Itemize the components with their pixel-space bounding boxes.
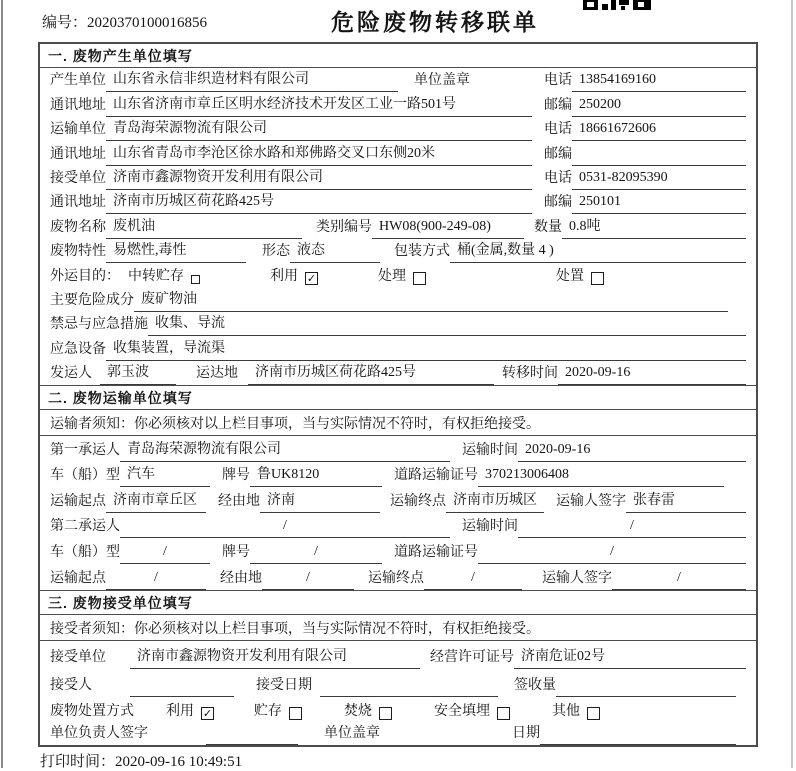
vehicle1-label: 车（船）型 xyxy=(50,468,120,484)
phone3-label: 电话 xyxy=(544,170,572,186)
carrier1-label: 第一承运人 xyxy=(50,442,120,458)
row-receiver xyxy=(40,166,756,190)
carrier2-value: / xyxy=(120,518,450,538)
phone1-label: 电话 xyxy=(544,73,572,89)
form-value: 液态 xyxy=(290,239,380,263)
pack-value: 桶(金属,数量 4 ) xyxy=(450,239,746,263)
row-route1 xyxy=(40,487,756,513)
zip1-value: 250200 xyxy=(572,97,746,117)
end2-label: 运输终点 xyxy=(368,570,424,586)
pack-label: 包装方式 xyxy=(394,244,450,260)
quantity-label: 数量 xyxy=(534,219,562,235)
receiver-label: 接受单位 xyxy=(50,170,106,186)
row-accept-unit xyxy=(40,641,756,669)
trait-value: 易燃性,毒性 xyxy=(106,239,246,263)
row-vehicle2 xyxy=(40,538,756,564)
waste-name-value: 废机油 xyxy=(106,215,302,239)
via2-value: / xyxy=(262,570,354,590)
chief-sign-label: 单位负责人签字 xyxy=(50,725,148,741)
sign-date-value xyxy=(540,741,736,745)
via1-label: 经由地 xyxy=(218,493,260,509)
zip3-value: 250101 xyxy=(572,194,746,214)
trait-label: 废物特性 xyxy=(50,244,106,260)
acceptor-value xyxy=(130,693,234,697)
row-waste-trait xyxy=(40,239,756,263)
permit-label: 经营许可证号 xyxy=(430,649,514,665)
addr1-value: 山东省济南市章丘区明水经济技术开发区工业一路501号 xyxy=(106,93,532,117)
category-value: HW08(900-249-08) xyxy=(372,219,524,239)
dest-label: 运达地 xyxy=(196,366,238,382)
acceptor-label: 接受人 xyxy=(50,677,92,693)
row-producer xyxy=(40,68,756,92)
zip3-label: 邮编 xyxy=(544,195,572,211)
road2-value: / xyxy=(478,544,746,564)
permit-value: 济南危证02号 xyxy=(514,645,746,669)
page-title: 危险废物转移联单 xyxy=(331,9,539,35)
sign-date-label: 日期 xyxy=(512,725,540,741)
print-time-value: 2020-09-16 10:49:51 xyxy=(115,754,243,770)
dest-value: 济南市历城区荷花路425号 xyxy=(248,361,494,385)
purpose-label: 外运目的： xyxy=(50,268,120,284)
serial-label: 编号： xyxy=(42,15,88,31)
window-right-edge xyxy=(791,0,793,768)
time1-label: 运输时间 xyxy=(462,442,518,458)
phone2-value: 18661672606 xyxy=(572,121,746,141)
carrier2-label: 第二承运人 xyxy=(50,519,120,535)
phone1-value: 13854169160 xyxy=(572,72,746,92)
disposal-option-use: 利用 xyxy=(166,703,194,719)
via2-label: 经由地 xyxy=(220,570,262,586)
row-hazard xyxy=(40,288,756,312)
row-carrier1 xyxy=(40,436,756,462)
row-route2 xyxy=(40,564,756,590)
row-transporter-address xyxy=(40,141,756,165)
checkbox-unchecked-icon xyxy=(591,272,604,285)
accept-date-value xyxy=(320,693,498,697)
shipper-value: 郭玉波 xyxy=(100,361,176,385)
producer-value: 山东省永信非织造材料有限公司 xyxy=(106,68,398,92)
row-purpose xyxy=(40,263,756,287)
transfer-time-label: 转移时间 xyxy=(502,366,558,382)
unit-seal2-label: 单位盖章 xyxy=(324,725,380,741)
road2-label: 道路运输证号 xyxy=(394,545,478,561)
phone2-label: 电话 xyxy=(544,122,572,138)
row-disposal xyxy=(40,697,756,723)
origin2-value: / xyxy=(106,570,206,590)
section1-title: 一. 废物产生单位填写 xyxy=(40,44,756,68)
checkbox-unchecked-icon xyxy=(379,707,392,720)
row-vehicle1 xyxy=(40,462,756,488)
end1-label: 运输终点 xyxy=(390,493,446,509)
transporter-label: 运输单位 xyxy=(50,122,106,138)
zip1-label: 邮编 xyxy=(544,97,572,113)
equipment-label: 应急设备 xyxy=(50,341,106,357)
qr-code-partial-icon xyxy=(583,0,653,10)
vehicle2-value: / xyxy=(120,544,210,564)
origin2-label: 运输起点 xyxy=(50,570,106,586)
purpose-option-use: 利用 xyxy=(270,268,298,284)
accept-date-label: 接受日期 xyxy=(256,677,312,693)
hazard-label: 主要危险成分 xyxy=(50,292,134,308)
road1-value: 370213006408 xyxy=(478,467,724,487)
print-time-label: 打印时间： xyxy=(40,754,116,770)
sign1-label: 运输人签字 xyxy=(556,493,626,509)
form-label: 形态 xyxy=(262,244,290,260)
checkbox-unchecked-icon xyxy=(289,707,302,720)
section3-title: 三. 废物接受单位填写 xyxy=(40,590,756,615)
vehicle2-label: 车（船）型 xyxy=(50,545,120,561)
transfer-time-value: 2020-09-16 xyxy=(558,365,746,385)
zip2-label: 邮编 xyxy=(544,146,572,162)
purpose-option-dispose: 处置 xyxy=(556,268,584,284)
plate1-value: 鲁UK8120 xyxy=(250,463,382,487)
time2-value: / xyxy=(518,518,746,538)
section3-notice: 接受者须知：你必须核对以上栏目事项，当与实际情况不符时，有权拒绝接受。 xyxy=(40,615,756,641)
checkbox-unchecked-icon xyxy=(497,707,510,720)
addr2-label: 通讯地址 xyxy=(50,146,106,162)
sign2-value: / xyxy=(612,570,746,590)
road1-label: 道路运输证号 xyxy=(394,468,478,484)
end1-value: 济南市历城区 xyxy=(446,489,544,513)
row-waste-name xyxy=(40,214,756,238)
phone3-value: 0531-82095390 xyxy=(572,170,746,190)
row-acceptor xyxy=(40,669,756,697)
checkbox-checked-icon: ✓ xyxy=(202,706,213,720)
sign-qty-label: 签收量 xyxy=(514,677,556,693)
sign-qty-value xyxy=(556,693,736,697)
row-producer-address xyxy=(40,92,756,116)
time2-label: 运输时间 xyxy=(462,519,518,535)
disposal-option-other: 其他 xyxy=(552,703,580,719)
checkbox-unchecked-icon xyxy=(587,707,600,720)
origin1-value: 济南市章丘区 xyxy=(106,489,206,513)
equipment-value: 收集装置，导流渠 xyxy=(106,337,746,361)
disposal-option-store: 贮存 xyxy=(254,703,282,719)
waste-name-label: 废物名称 xyxy=(50,219,106,235)
origin1-label: 运输起点 xyxy=(50,493,106,509)
row-receiver-address xyxy=(40,190,756,214)
sign2-label: 运输人签字 xyxy=(542,570,612,586)
row-transporter xyxy=(40,117,756,141)
unit-seal-label: 单位盖章 xyxy=(414,73,470,89)
chief-sign-value xyxy=(206,741,298,745)
row-equipment xyxy=(40,336,756,360)
checkbox-unchecked-icon xyxy=(191,275,200,284)
serial-number xyxy=(42,11,207,32)
hazard-value: 废矿物油 xyxy=(134,288,728,312)
end2-value: / xyxy=(424,570,522,590)
category-label: 类别编号 xyxy=(316,219,372,235)
serial-value: 2020370100016856 xyxy=(87,15,208,31)
addr1-label: 通讯地址 xyxy=(50,97,106,113)
producer-label: 产生单位 xyxy=(50,73,106,89)
section2-title: 二. 废物运输单位填写 xyxy=(40,385,756,410)
zip2-value xyxy=(572,162,746,166)
checkbox-unchecked-icon xyxy=(413,272,426,285)
quantity-value: 0.8吨 xyxy=(562,215,746,239)
addr2-value: 山东省青岛市李沧区徐水路和郑佛路交叉口东侧20米 xyxy=(106,142,532,166)
disposal-option-burn: 焚烧 xyxy=(344,703,372,719)
receiver-value: 济南市鑫源物资开发利用有限公司 xyxy=(106,166,532,190)
disposal-label: 废物处置方式 xyxy=(50,703,134,719)
checkbox-checked-icon: ✓ xyxy=(306,271,317,285)
addr3-value: 济南市历城区荷花路425号 xyxy=(106,190,532,214)
emergency-value: 收集、导流 xyxy=(148,312,746,336)
shipper-label: 发运人 xyxy=(50,366,92,382)
sign1-value: 张春雷 xyxy=(626,489,746,513)
purpose-option-treat: 处理 xyxy=(378,268,406,284)
via1-value: 济南 xyxy=(260,489,380,513)
row-carrier2 xyxy=(40,513,756,539)
plate1-label: 牌号 xyxy=(222,468,250,484)
disposal-option-landfill: 安全填埋 xyxy=(434,703,490,719)
carrier1-value: 青岛海荣源物流有限公司 xyxy=(120,438,450,462)
purpose-option-transfer: 中转贮存 xyxy=(128,268,184,284)
transfer-form-table xyxy=(38,42,758,747)
vehicle1-value: 汽车 xyxy=(120,463,210,487)
emergency-label: 禁忌与应急措施 xyxy=(50,317,148,333)
row-shipper xyxy=(40,361,756,385)
plate2-label: 牌号 xyxy=(222,545,250,561)
addr3-label: 通讯地址 xyxy=(50,195,106,211)
plate2-value: / xyxy=(250,544,382,564)
transporter-value: 青岛海荣源物流有限公司 xyxy=(106,117,532,141)
section2-notice: 运输者须知：你必须核对以上栏目事项，当与实际情况不符时，有权拒绝接受。 xyxy=(40,410,756,436)
accept-unit-label: 接受单位 xyxy=(50,649,106,665)
row-emergency xyxy=(40,312,756,336)
time1-value: 2020-09-16 xyxy=(518,442,746,462)
window-left-edge xyxy=(1,0,3,768)
accept-unit-value: 济南市鑫源物资开发利用有限公司 xyxy=(130,645,420,669)
row-chief-sign xyxy=(40,723,756,745)
